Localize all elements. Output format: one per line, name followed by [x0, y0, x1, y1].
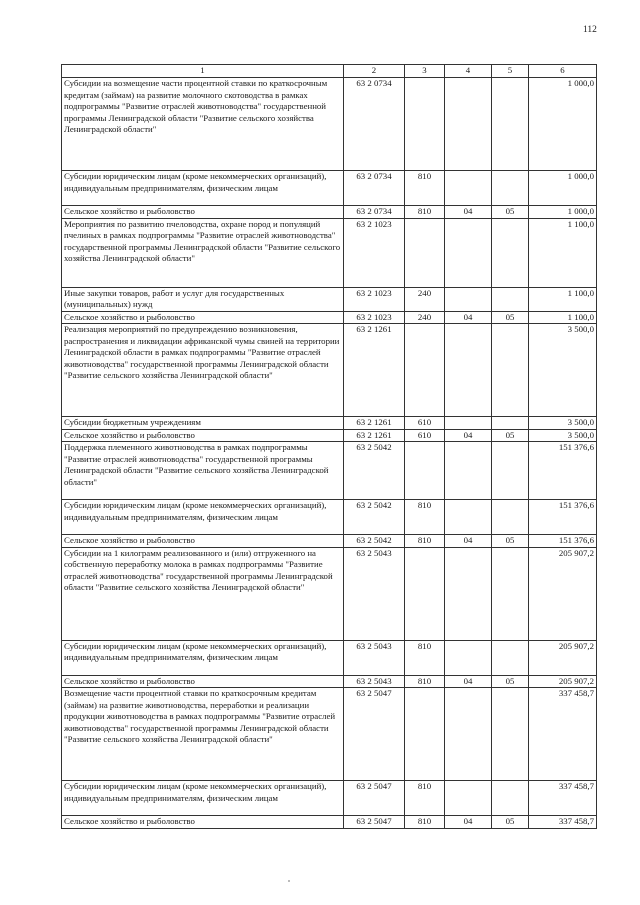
cell-subsection: 05 — [492, 675, 529, 688]
table-row — [62, 218, 597, 287]
cell-target-code: 63 2 1023 — [344, 287, 405, 311]
table-header-row — [62, 65, 597, 78]
cell-amount: 205 907,2 — [529, 640, 597, 675]
header-col-1: 1 — [62, 65, 344, 78]
cell-section — [445, 781, 492, 816]
cell-subsection — [492, 78, 529, 171]
cell-name: Субсидии юридическим лицам (кроме некоммерческих организаций), индивидуальным предпринимателям, физическим лицам — [62, 781, 344, 816]
cell-name: Возмещение части процентной ставки по краткосрочным кредитам (займам) на развитие животноводства, переработки и реализации продукции животноводства в рамках подпрограммы "Развитие отраслей животноводства" государственной программы Ленинградской области "Развитие сельского хозяйства Ленинградской области" — [62, 688, 344, 781]
cell-expense-type — [405, 218, 445, 287]
cell-expense-type: 810 — [405, 816, 445, 829]
header-col-4: 4 — [445, 65, 492, 78]
page-number: 112 — [583, 25, 597, 35]
cell-amount: 3 500,0 — [529, 324, 597, 417]
cell-expense-type: 240 — [405, 311, 445, 324]
table-row — [62, 442, 597, 500]
cell-target-code: 63 2 1023 — [344, 311, 405, 324]
cell-section — [445, 218, 492, 287]
cell-section: 04 — [445, 535, 492, 548]
cell-section — [445, 78, 492, 171]
cell-amount: 205 907,2 — [529, 547, 597, 640]
cell-name: Субсидии на 1 килограмм реализованного и (или) отгруженного на собственную переработку молока в рамках подпрограммы "Развитие отраслей животноводства" государственной программы Ленинградской области "Развитие сельского хозяйства Ленинградской области" — [62, 547, 344, 640]
cell-target-code: 63 2 1261 — [344, 324, 405, 417]
cell-amount: 3 500,0 — [529, 417, 597, 430]
table-row — [62, 287, 597, 311]
cell-expense-type — [405, 547, 445, 640]
cell-section — [445, 500, 492, 535]
cell-section: 04 — [445, 816, 492, 829]
cell-subsection — [492, 500, 529, 535]
cell-target-code: 63 2 5047 — [344, 688, 405, 781]
cell-expense-type: 810 — [405, 640, 445, 675]
cell-name: Субсидии на возмещение части процентной ставки по краткосрочным кредитам (займам) на развитие молочного скотоводства в рамках подпрограммы "Развитие отраслей животноводства" государственной программы Ленинградской области "Развитие сельского хозяйства Ленинградской области" — [62, 78, 344, 171]
cell-expense-type — [405, 324, 445, 417]
table-row — [62, 675, 597, 688]
cell-amount: 1 100,0 — [529, 287, 597, 311]
cell-expense-type: 810 — [405, 171, 445, 206]
cell-target-code: 63 2 0734 — [344, 78, 405, 171]
cell-section: 04 — [445, 675, 492, 688]
cell-section — [445, 640, 492, 675]
cell-name: Сельское хозяйство и рыболовство — [62, 816, 344, 829]
cell-section: 04 — [445, 311, 492, 324]
cell-subsection — [492, 171, 529, 206]
cell-subsection — [492, 688, 529, 781]
table-row — [62, 417, 597, 430]
cell-name: Реализация мероприятий по предупреждению возникновения, распространения и ликвидации африканской чумы свиней на территории Ленинградской области в рамках подпрограммы "Развитие отраслей животноводства" государственной программы Ленинградской области "Развитие сельского хозяйства Ленинградской области" — [62, 324, 344, 417]
cell-expense-type: 810 — [405, 500, 445, 535]
cell-subsection: 05 — [492, 429, 529, 442]
cell-target-code: 63 2 5042 — [344, 535, 405, 548]
cell-section — [445, 287, 492, 311]
cell-amount: 205 907,2 — [529, 675, 597, 688]
table-row — [62, 816, 597, 829]
cell-subsection — [492, 781, 529, 816]
cell-name: Иные закупки товаров, работ и услуг для государственных (муниципальных) нужд — [62, 287, 344, 311]
cell-expense-type — [405, 442, 445, 500]
cell-amount: 337 458,7 — [529, 688, 597, 781]
cell-amount: 337 458,7 — [529, 781, 597, 816]
table-row — [62, 640, 597, 675]
cell-name: Мероприятия по развитию пчеловодства, охране пород и популяций пчелиных в рамках подпрограммы "Развитие отраслей животноводства" государственной программы Ленинградской области "Развитие сельского хозяйства Ленинградской области" — [62, 218, 344, 287]
cell-amount: 151 376,6 — [529, 442, 597, 500]
cell-subsection — [492, 417, 529, 430]
cell-expense-type: 610 — [405, 417, 445, 430]
cell-name: Сельское хозяйство и рыболовство — [62, 535, 344, 548]
cell-amount: 1 000,0 — [529, 78, 597, 171]
cell-name: Субсидии юридическим лицам (кроме некоммерческих организаций), индивидуальным предпринимателям, физическим лицам — [62, 640, 344, 675]
table-row — [62, 781, 597, 816]
cell-section: 04 — [445, 429, 492, 442]
cell-subsection: 05 — [492, 535, 529, 548]
cell-expense-type: 810 — [405, 675, 445, 688]
cell-name: Субсидии юридическим лицам (кроме некоммерческих организаций), индивидуальным предпринимателям, физическим лицам — [62, 171, 344, 206]
cell-amount: 1 000,0 — [529, 171, 597, 206]
table-row — [62, 547, 597, 640]
table-row — [62, 206, 597, 219]
cell-amount: 1 000,0 — [529, 206, 597, 219]
header-col-6: 6 — [529, 65, 597, 78]
cell-target-code: 63 2 5042 — [344, 500, 405, 535]
cell-section: 04 — [445, 206, 492, 219]
cell-subsection — [492, 324, 529, 417]
cell-name: Субсидии юридическим лицам (кроме некоммерческих организаций), индивидуальным предпринимателям, физическим лицам — [62, 500, 344, 535]
cell-expense-type: 240 — [405, 287, 445, 311]
cell-target-code: 63 2 5043 — [344, 640, 405, 675]
cell-name: Сельское хозяйство и рыболовство — [62, 206, 344, 219]
cell-name: Сельское хозяйство и рыболовство — [62, 311, 344, 324]
cell-name: Сельское хозяйство и рыболовство — [62, 675, 344, 688]
cell-target-code: 63 2 1023 — [344, 218, 405, 287]
cell-expense-type: 610 — [405, 429, 445, 442]
cell-name: Субсидии бюджетным учреждениям — [62, 417, 344, 430]
cell-subsection — [492, 287, 529, 311]
cell-name: Сельское хозяйство и рыболовство — [62, 429, 344, 442]
cell-section — [445, 324, 492, 417]
table-row — [62, 688, 597, 781]
table-row — [62, 78, 597, 171]
table-row — [62, 429, 597, 442]
cell-amount: 1 100,0 — [529, 218, 597, 287]
header-col-2: 2 — [344, 65, 405, 78]
cell-section — [445, 547, 492, 640]
scan-speck — [288, 880, 290, 882]
cell-section — [445, 171, 492, 206]
cell-amount: 1 100,0 — [529, 311, 597, 324]
cell-subsection — [492, 218, 529, 287]
cell-section — [445, 417, 492, 430]
cell-amount: 3 500,0 — [529, 429, 597, 442]
cell-subsection: 05 — [492, 816, 529, 829]
cell-amount: 337 458,7 — [529, 816, 597, 829]
header-col-5: 5 — [492, 65, 529, 78]
table-row — [62, 535, 597, 548]
cell-subsection: 05 — [492, 311, 529, 324]
cell-target-code: 63 2 0734 — [344, 171, 405, 206]
cell-amount: 151 376,6 — [529, 500, 597, 535]
cell-target-code: 63 2 5047 — [344, 816, 405, 829]
cell-expense-type — [405, 688, 445, 781]
cell-expense-type: 810 — [405, 781, 445, 816]
cell-amount: 151 376,6 — [529, 535, 597, 548]
cell-subsection — [492, 640, 529, 675]
cell-target-code: 63 2 5042 — [344, 442, 405, 500]
table-row — [62, 311, 597, 324]
cell-target-code: 63 2 1261 — [344, 429, 405, 442]
table-row — [62, 500, 597, 535]
table-row — [62, 171, 597, 206]
cell-subsection: 05 — [492, 206, 529, 219]
cell-subsection — [492, 547, 529, 640]
cell-target-code: 63 2 5047 — [344, 781, 405, 816]
budget-table — [61, 64, 597, 829]
cell-name: Поддержка племенного животноводства в рамках подпрограммы "Развитие отраслей животноводства" государственной программы Ленинградской области "Развитие сельского хозяйства Ленинградской области" — [62, 442, 344, 500]
cell-expense-type: 810 — [405, 206, 445, 219]
cell-target-code: 63 2 5043 — [344, 675, 405, 688]
table-row — [62, 324, 597, 417]
cell-section — [445, 688, 492, 781]
header-col-3: 3 — [405, 65, 445, 78]
cell-target-code: 63 2 1261 — [344, 417, 405, 430]
cell-section — [445, 442, 492, 500]
cell-subsection — [492, 442, 529, 500]
cell-expense-type: 810 — [405, 535, 445, 548]
cell-target-code: 63 2 0734 — [344, 206, 405, 219]
cell-expense-type — [405, 78, 445, 171]
cell-target-code: 63 2 5043 — [344, 547, 405, 640]
